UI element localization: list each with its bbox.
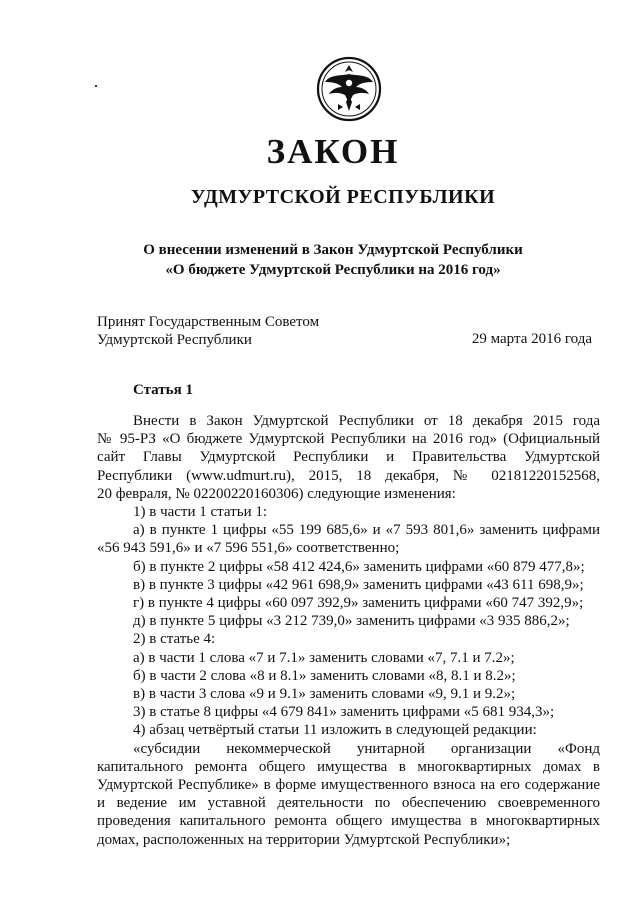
list-item: 1) в части 1 статьи 1: (133, 504, 268, 521)
list-item: г) в пункте 4 цифры «60 097 392,9» заменить цифрами «60 747 392,9»; (133, 595, 584, 612)
list-item: 4) абзац четвёртый статьи 11 изложить в следующей редакции: (133, 722, 537, 739)
article-body (97, 412, 600, 849)
article-heading: Статья 1 (133, 382, 193, 398)
quote-line: проведения капитального ремонта общего имущества в многоквартирных (97, 813, 600, 830)
list-item: в) в части 3 слова «9 и 9.1» заменить словами «9, 9.1 и 9.2»; (133, 686, 516, 703)
republic-subtitle: УДМУРТСКОЙ РЕСПУБЛИКИ (190, 186, 496, 208)
quote-line: капитального ремонта общего имущества в многоквартирных домах в (97, 758, 600, 775)
body-line: сайт Главы Удмуртской Республики и Правительства Удмуртской (97, 449, 600, 466)
scan-speck (95, 85, 97, 87)
adoption-line-2: Удмуртской Республики (97, 332, 252, 348)
quote-line: Удмуртской Республике» в форме имущественного взноса на его содержание (97, 777, 600, 794)
quote-line: и ведение им уставной деятельности по обеспечению своевременного (97, 795, 600, 812)
document-title-line-1: О внесении изменений в Закон Удмуртской Республики (143, 242, 523, 258)
list-item: 2) в статье 4: (133, 631, 216, 648)
list-item: а) в части 1 слова «7 и 7.1» заменить словами «7, 7.1 и 7.2»; (133, 649, 515, 666)
list-item: б) в части 2 слова «8 и 8.1» заменить словами «8, 8.1 и 8.2»; (133, 667, 516, 684)
adoption-date: 29 марта 2016 года (471, 331, 592, 347)
adoption-block (97, 313, 319, 349)
document-title-line-2: «О бюджете Удмуртской Республики на 2016 год» (165, 262, 501, 278)
body-line: № 95-РЗ «О бюджете Удмуртской Республики на 2016 год» (Официальный (97, 431, 600, 448)
quote-line: «субсидии некоммерческой унитарной организации «Фонд (133, 740, 600, 757)
body-line: Республики (www.udmurt.ru), 2015, 18 декабря, № 02181220152568, (97, 467, 600, 484)
list-item: а) в пункте 1 цифры «55 199 685,6» и «7 593 801,6» заменить цифрами (133, 522, 600, 539)
list-item: 3) в статье 8 цифры «4 679 841» заменить цифрами «5 681 934,3»; (133, 704, 555, 721)
quote-line: домах, расположенных на территории Удмуртской Республики»; (97, 831, 511, 848)
list-item-continuation: «56 943 591,6» и «7 596 551,6» соответственно; (97, 540, 400, 557)
list-item: б) в пункте 2 цифры «58 412 424,6» заменить цифрами «60 879 477,8»; (133, 558, 585, 575)
body-line: 20 февраля, № 02200220160306) следующие изменения: (97, 485, 456, 502)
body-line: Внести в Закон Удмуртской Республики от 18 декабря 2015 года (133, 413, 600, 429)
law-title: ЗАКОН (266, 132, 400, 171)
adoption-line-1: Принят Государственным Советом (97, 314, 320, 330)
list-item: д) в пункте 5 цифры «3 212 739,0» заменить цифрами «3 935 886,2»; (133, 613, 570, 630)
list-item: в) в пункте 3 цифры «42 961 698,9» заменить цифрами «43 611 698,9»; (133, 576, 584, 593)
udmurt-coat-of-arms-icon (316, 56, 382, 122)
